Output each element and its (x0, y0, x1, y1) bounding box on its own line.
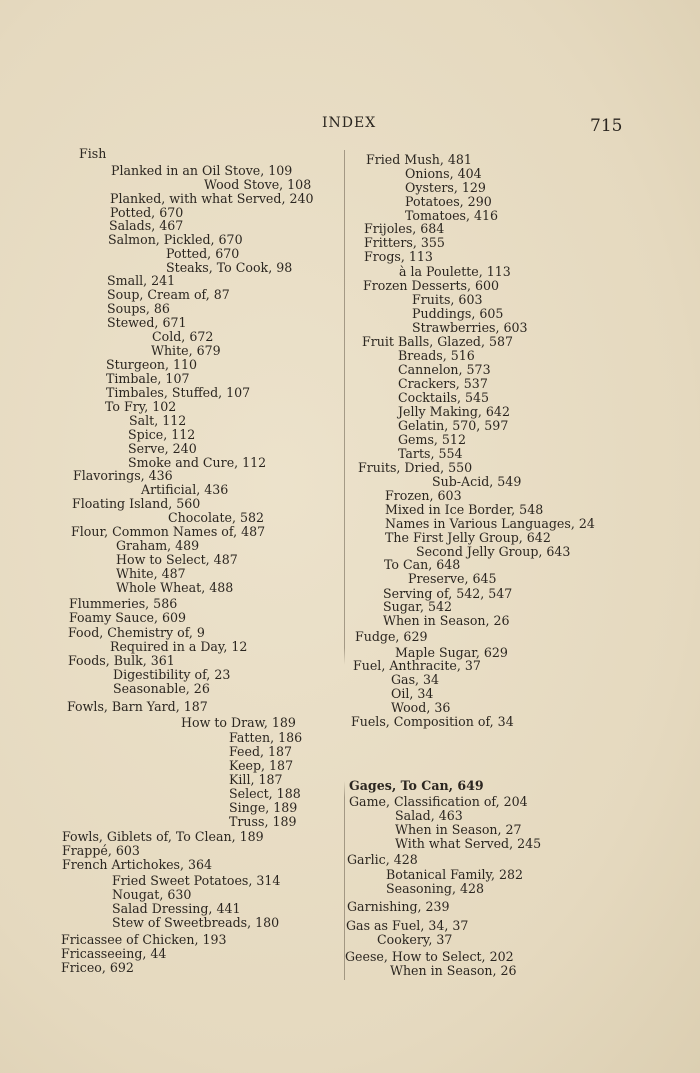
index-subentry: With what Served, 245 (395, 836, 542, 851)
index-entry: Geese, How to Select, 202 (345, 949, 514, 964)
index-subentry: Keep, 187 (229, 758, 294, 773)
index-subentry: Sturgeon, 110 (106, 357, 198, 372)
index-subentry: Planked in an Oil Stove, 109 (111, 163, 293, 178)
index-subentry: Puddings, 605 (412, 306, 504, 321)
column-divider (344, 150, 345, 980)
index-subentry: Names in Various Languages, 24 (385, 516, 595, 531)
index-entry: Fish (79, 146, 107, 161)
running-header: INDEX (322, 115, 377, 131)
index-entry: Fruits, Dried, 550 (358, 460, 473, 475)
index-subentry: Jelly Making, 642 (398, 404, 510, 419)
index-subentry: Steaks, To Cook, 98 (166, 260, 293, 275)
index-entry: Fried Mush, 481 (366, 152, 472, 167)
index-subentry: Nougat, 630 (112, 887, 192, 902)
index-entry: French Artichokes, 364 (62, 857, 213, 872)
index-subentry: White, 679 (151, 343, 221, 358)
index-subentry: Stewed, 671 (107, 315, 187, 330)
index-entry: Floating Island, 560 (72, 496, 201, 511)
index-subentry: To Fry, 102 (105, 399, 177, 414)
index-entry: Fritters, 355 (364, 235, 445, 250)
index-subentry: Select, 188 (229, 786, 301, 801)
index-subentry: Botanical Family, 282 (386, 867, 524, 882)
index-subentry: When in Season, 27 (395, 822, 522, 837)
index-subentry: Whole Wheat, 488 (116, 580, 234, 595)
index-subentry: Feed, 187 (229, 744, 293, 759)
index-subentry: Salad, 463 (395, 808, 463, 823)
index-subentry: Singe, 189 (229, 800, 298, 815)
index-subentry: Wood Stove, 108 (204, 177, 312, 192)
index-subentry: Smoke and Cure, 112 (128, 455, 267, 470)
index-entry: Foamy Sauce, 609 (69, 610, 186, 625)
index-entry: Fuel, Anthracite, 37 (353, 658, 481, 673)
index-subentry: When in Season, 26 (383, 613, 510, 628)
index-subentry: Cookery, 37 (377, 932, 453, 947)
index-subentry: Spice, 112 (128, 427, 196, 442)
index-subentry: Frozen, 603 (385, 488, 462, 503)
index-entry: Gages, To Can, 649 (349, 778, 484, 793)
index-subentry: Sugar, 542 (383, 599, 452, 614)
index-entry: Frijoles, 684 (364, 221, 445, 236)
index-subentry: Kill, 187 (229, 772, 283, 787)
index-entry: Frozen Desserts, 600 (363, 278, 500, 293)
index-entry: Friceo, 692 (61, 960, 134, 975)
index-subentry: Oil, 34 (391, 686, 434, 701)
index-subentry: Breads, 516 (398, 348, 475, 363)
index-entry: Flour, Common Names of, 487 (71, 524, 266, 539)
index-subentry: Seasoning, 428 (386, 881, 484, 896)
index-entry: Flummeries, 586 (69, 596, 178, 611)
index-entry: Frappé, 603 (62, 843, 140, 858)
index-entry: Garlic, 428 (347, 852, 418, 867)
index-subentry: Cold, 672 (152, 329, 214, 344)
index-subentry: Serve, 240 (128, 441, 197, 456)
index-entry: Game, Classification of, 204 (349, 794, 528, 809)
index-entry: Food, Chemistry of, 9 (68, 625, 205, 640)
index-subentry: How to Draw, 189 (181, 715, 296, 730)
index-entry: Flavorings, 436 (73, 468, 173, 483)
index-subentry: Sub-Acid, 549 (432, 474, 522, 489)
index-subentry: Seasonable, 26 (113, 681, 210, 696)
index-subentry: When in Season, 26 (390, 963, 517, 978)
index-subentry: Timbale, 107 (106, 371, 190, 386)
index-subentry: Oysters, 129 (405, 180, 486, 195)
index-subentry: How to Select, 487 (116, 552, 238, 567)
index-subentry: Small, 241 (107, 273, 176, 288)
index-subentry: Salt, 112 (129, 413, 187, 428)
index-subentry: Gelatin, 570, 597 (398, 418, 509, 433)
index-subentry: Soup, Cream of, 87 (107, 287, 230, 302)
index-subentry: Preserve, 645 (408, 571, 497, 586)
index-subentry: Salmon, Pickled, 670 (108, 232, 243, 247)
index-subentry: Fatten, 186 (229, 730, 303, 745)
index-subentry: Stew of Sweetbreads, 180 (112, 915, 280, 930)
index-subentry: Serving of, 542, 547 (383, 586, 513, 601)
index-subentry: Cannelon, 573 (398, 362, 491, 377)
index-subentry: Strawberries, 603 (412, 320, 528, 335)
index-subentry: The First Jelly Group, 642 (385, 530, 551, 545)
index-subentry: Potted, 670 (166, 246, 240, 261)
index-subentry: Second Jelly Group, 643 (416, 544, 571, 559)
index-subentry: Fried Sweet Potatoes, 314 (112, 873, 281, 888)
index-subentry: Cocktails, 545 (398, 390, 490, 405)
index-subentry: Salads, 467 (109, 218, 184, 233)
index-subentry: Truss, 189 (229, 814, 297, 829)
index-entry: Gas as Fuel, 34, 37 (346, 918, 469, 933)
index-subentry: Graham, 489 (116, 538, 200, 553)
index-entry: Fudge, 629 (355, 629, 428, 644)
index-subentry: Timbales, Stuffed, 107 (106, 385, 251, 400)
index-entry: Frogs, 113 (364, 249, 433, 264)
index-subentry: Maple Sugar, 629 (395, 645, 508, 660)
index-subentry: Chocolate, 582 (168, 510, 265, 525)
index-entry: Fowls, Barn Yard, 187 (67, 699, 208, 714)
index-subentry: Crackers, 537 (398, 376, 488, 391)
index-subentry: Digestibility of, 23 (113, 667, 231, 682)
index-subentry: Fruits, 603 (412, 292, 483, 307)
index-subentry: à la Poulette, 113 (399, 264, 511, 279)
index-entry: Fuels, Composition of, 34 (351, 714, 514, 729)
index-subentry: Tomatoes, 416 (405, 208, 499, 223)
index-subentry: Required in a Day, 12 (110, 639, 248, 654)
index-subentry: Mixed in Ice Border, 548 (385, 502, 544, 517)
index-entry: Fowls, Giblets of, To Clean, 189 (62, 829, 264, 844)
index-subentry: Artificial, 436 (141, 482, 229, 497)
index-subentry: Onions, 404 (405, 166, 482, 181)
index-subentry: Wood, 36 (391, 700, 451, 715)
index-subentry: To Can, 648 (384, 557, 461, 572)
index-subentry: Gas, 34 (391, 672, 440, 687)
index-subentry: Planked, with what Served, 240 (110, 191, 314, 206)
index-subentry: Salad Dressing, 441 (112, 901, 241, 916)
index-subentry: White, 487 (116, 566, 186, 581)
index-subentry: Potatoes, 290 (405, 194, 492, 209)
index-entry: Fricasseeing, 44 (61, 946, 167, 961)
index-entry: Fricassee of Chicken, 193 (61, 932, 227, 947)
index-subentry: Potted, 670 (110, 205, 184, 220)
index-entry: Garnishing, 239 (347, 899, 450, 914)
index-entry: Fruit Balls, Glazed, 587 (362, 334, 514, 349)
page-number: 715 (590, 116, 623, 136)
index-subentry: Soups, 86 (107, 301, 170, 316)
index-subentry: Tarts, 554 (398, 446, 463, 461)
index-entry: Foods, Bulk, 361 (68, 653, 175, 668)
index-subentry: Gems, 512 (398, 432, 466, 447)
